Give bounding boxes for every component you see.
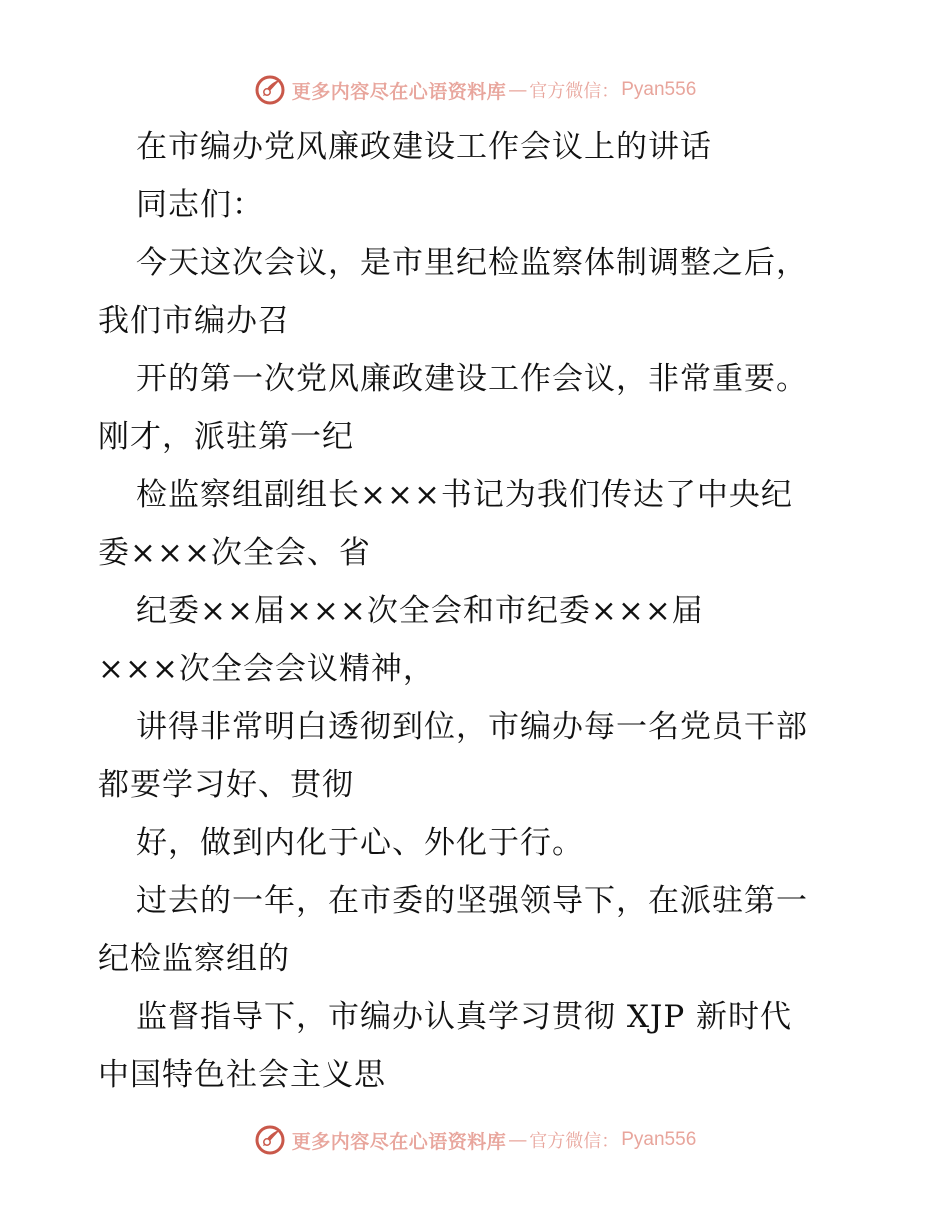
document-title: 在市编办党风廉政建设工作会议上的讲话 [136,129,712,165]
text-line: 讲得非常明白透彻到位，市编办每一名党员干部 [136,709,808,745]
header-watermark [0,72,950,108]
text-line: 纪委××届×××次全会和市纪委×××届 [136,593,704,629]
text-line: 都要学习好、贯彻 [98,767,354,803]
text-line: 委×××次全会、省 [98,535,371,571]
text-line: 检监察组副组长×××书记为我们传达了中央纪 [136,477,793,513]
watermark-dash: — [508,79,528,101]
text-line: 中国特色社会主义思 [98,1057,386,1093]
text-line: 我们市编办召 [98,303,290,339]
text-line: 今天这次会议，是市里纪检监察体制调整之后， [136,245,808,281]
text-line: 好，做到内化于心、外化于行。 [136,825,584,861]
watermark-wechat-id: Pyan556 [621,79,697,100]
text-line: 监督指导下，市编办认真学习贯彻 XJP 新时代 [136,999,793,1035]
feather-pen-circle-icon [254,74,286,106]
text-line: 纪检监察组的 [98,941,290,977]
watermark-site-text: 更多内容尽在心语资料库 [291,1130,507,1153]
document-body [98,118,858,1104]
watermark-wechat-id: Pyan556 [621,1129,697,1150]
text-line: 刚才，派驻第一纪 [98,419,354,455]
text-line: ×××次全会会议精神， [98,651,435,687]
watermark-wechat-label: 官方微信： [529,81,620,102]
watermark-wechat-label: 官方微信： [529,1131,620,1152]
footer-watermark [0,1122,950,1158]
salutation: 同志们： [136,187,264,223]
watermark-site-text: 更多内容尽在心语资料库 [291,80,507,103]
watermark-dash: — [508,1129,528,1151]
feather-pen-circle-icon [254,1124,286,1156]
text-line: 过去的一年，在市委的坚强领导下，在派驻第一 [136,883,808,919]
text-line: 开的第一次党风廉政建设工作会议，非常重要。 [136,361,808,397]
